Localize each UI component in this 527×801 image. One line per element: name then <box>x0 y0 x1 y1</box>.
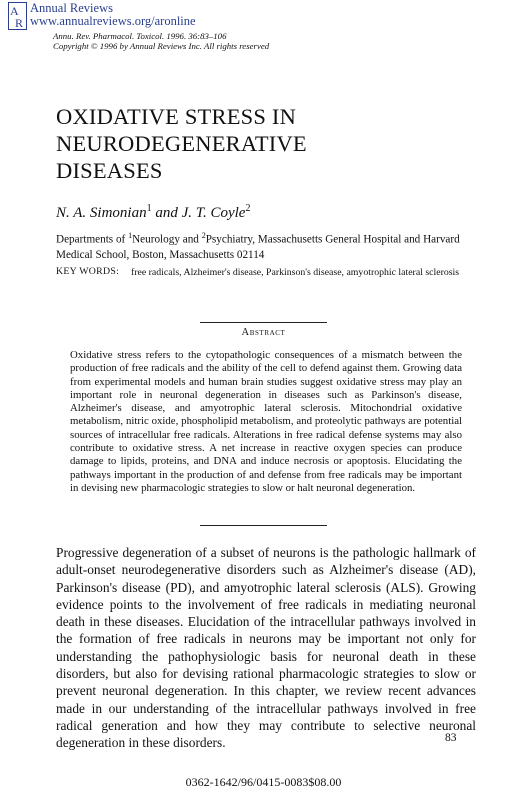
author-1-superscript: 1 <box>146 203 152 214</box>
journal-url-link[interactable]: www.annualreviews.org/aronline <box>30 14 196 28</box>
affiliation-dept-1: Neurology and <box>132 233 202 246</box>
copyright-line: Copyright © 1996 by Annual Reviews Inc. All rights reserved <box>53 41 270 51</box>
publisher-name: Annual Reviews <box>30 1 113 15</box>
abstract-bottom-rule <box>200 525 327 526</box>
body-paragraph: Progressive degeneration of a subset of neurons is the pathologic hallmark of adult-onset neurodegenerative disorders such as Alzheimer's disease (AD), Parkinson's disease (PD), and amyotrophic lateral sclerosis (ALS). Growing evidence points to the involvement of free radicals in mediating neuronal death in these diseases. Elucidation of the intracellular pathways involved in the formation of free radicals in neurons may be important not only for understanding the pathophysiologic basis for neuronal death in these disorders, but also for devising rational pharmacologic strategies to slow or prevent neuronal degeneration. In this chapter, we review recent advances made in our understanding of the intracellular pathways involved in free radical generation and how they may contribute to selective neuronal degeneration in these disorders. <box>56 545 476 751</box>
affiliation-superscript-1: 1 <box>128 231 133 240</box>
footer-code: 0362-1642/96/0415-0083$08.00 <box>185 775 342 789</box>
title-line-3: DISEASES <box>56 158 163 183</box>
article-title <box>56 103 476 184</box>
page-number: 83 <box>445 732 457 744</box>
abstract-top-rule <box>200 322 327 323</box>
keywords-list: free radicals, Alzheimer's disease, Parkinson's disease, amyotrophic lateral sclerosis <box>131 267 460 278</box>
author-2-superscript: 2 <box>245 203 251 214</box>
author-2: J. T. Coyle <box>181 205 246 221</box>
annual-reviews-logo <box>8 2 27 30</box>
abstract-text: Oxidative stress refers to the cytopathologic consequences of a mismatch between the production of free radicals and the ability of the cell to defend against them. Growing data from experimental models and human brain studies suggest oxidative stress may play an important role in neuronal degeneration in diseases such as Parkinson's disease, Alzheimer's disease, and amyotrophic lateral sclerosis. Mitochondrial oxidative metabolism, nitric oxide, phospholipid metabolism, and proteolytic pathways are potential sources of intracellular free radicals. Alterations in free radical defense systems may also contribute to oxidative stress. A net increase in reactive oxygen species can produce damage to lipids, proteins, and DNA and induce necrosis or apoptosis. Elucidating the pathways important in the production of and defense from free radicals may be important in devising new pharmacologic strategies to slow or halt neuronal degeneration. <box>70 349 462 494</box>
author-conjunction: and <box>151 205 182 221</box>
affiliation-dept-2: Psychiatry, Massachusetts General Hospital and Harvard Medical School, Boston, Massachusetts 02114 <box>56 233 460 261</box>
citation-line: Annu. Rev. Pharmacol. Toxicol. 1996. 36:83–106 <box>53 31 227 41</box>
affiliation <box>56 228 476 263</box>
author-1: N. A. Simonian <box>56 205 147 221</box>
abstract-heading-text: Abstract <box>241 327 286 338</box>
keywords-label: KEY WORDS: <box>56 266 120 277</box>
authors <box>56 203 250 222</box>
title-line-2: NEURODEGENERATIVE <box>56 131 307 156</box>
title-line-1: OXIDATIVE STRESS IN <box>56 104 297 129</box>
affiliation-prefix: Departments of <box>56 233 129 246</box>
svg-text:R: R <box>15 16 24 29</box>
affiliation-superscript-2: 2 <box>201 231 206 240</box>
abstract-heading <box>0 327 527 338</box>
svg-text:A: A <box>10 4 19 18</box>
